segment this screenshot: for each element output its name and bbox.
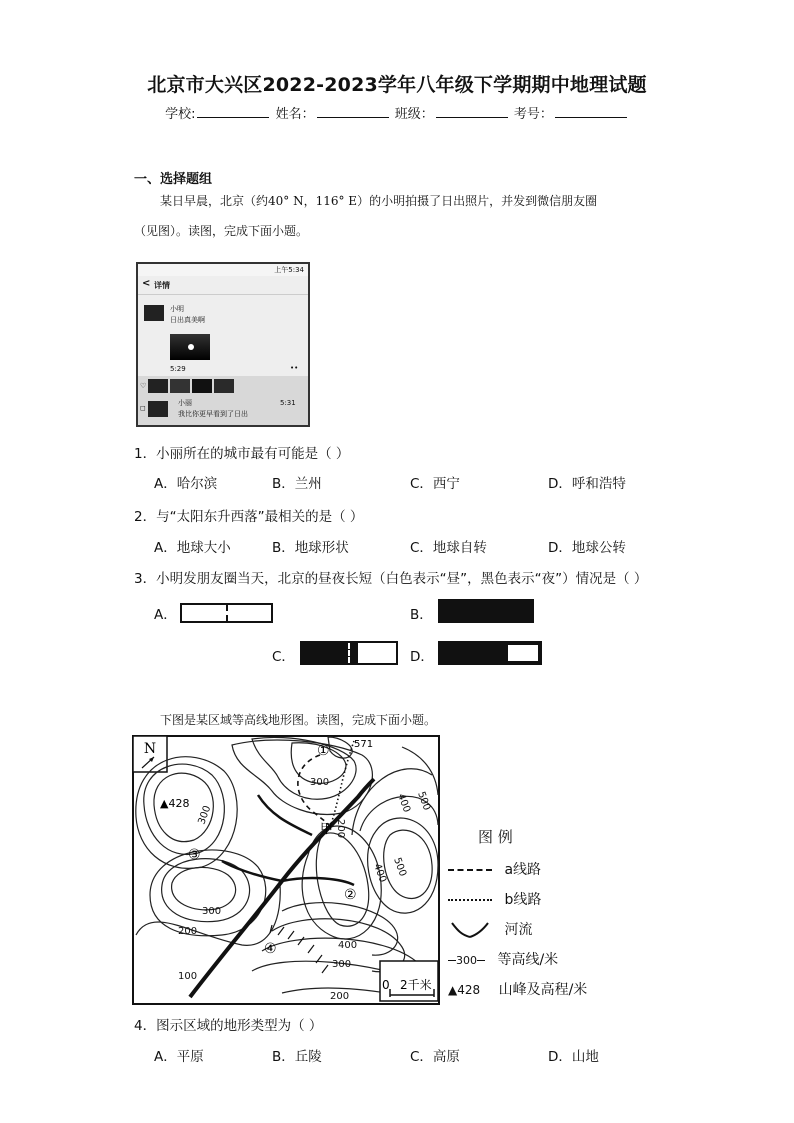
- contour-map: [132, 735, 440, 1005]
- location-1: ①: [317, 743, 330, 759]
- daylight-bar-a: [180, 603, 273, 623]
- contour-label: 200: [330, 991, 350, 1002]
- map-intro: 下图是某区域等高线地形图。读图，完成下面小题。: [160, 713, 437, 727]
- status-time: 上午5:34: [274, 266, 304, 274]
- contour-label: 400: [395, 792, 413, 814]
- left-peak-label: ▲428: [160, 797, 190, 810]
- post-name: 小明: [170, 305, 184, 313]
- daylight-bar-d: [438, 641, 542, 665]
- contour-label: 500: [391, 856, 409, 878]
- q3-option-d[interactable]: D．: [410, 649, 434, 665]
- peak-icon: ▲428: [448, 983, 481, 997]
- q4-option-d[interactable]: D．山地: [548, 1049, 599, 1065]
- contour-label: 300: [332, 959, 352, 970]
- legend-contour: 300 等高线/米: [448, 949, 558, 969]
- contour-label: 300: [310, 777, 330, 788]
- exam-no-blank[interactable]: [555, 105, 627, 118]
- legend-peak: ▲428 山峰及高程/米: [448, 982, 588, 998]
- name-label: 姓名：: [275, 107, 315, 122]
- contour-label: 400: [371, 862, 389, 884]
- intro-line-1: 某日早晨，北京（约40° N，116° E）的小明拍摄了日出照片，并发到微信朋友圈: [160, 194, 598, 208]
- legend-river: 河流: [448, 919, 532, 939]
- like-icon: ♡: [140, 382, 147, 390]
- q2-option-b[interactable]: B．地球形状: [272, 540, 349, 556]
- sunrise-photo: [170, 334, 210, 360]
- avatar: [144, 305, 164, 321]
- contour-label: 500: [415, 790, 433, 812]
- q4-option-c[interactable]: C．高原: [410, 1049, 460, 1065]
- intro-line-2: （见图）。读图，完成下面小题。: [134, 224, 309, 238]
- location-jia: 甲: [320, 822, 334, 837]
- more-dots-icon: ••: [290, 364, 299, 372]
- scale-zero: 0: [382, 978, 390, 992]
- q2-option-c[interactable]: C．地球自转: [410, 540, 487, 556]
- student-info-line: [0, 103, 794, 122]
- contour-label: 200: [178, 926, 198, 937]
- name-blank[interactable]: [317, 105, 389, 118]
- page-title: 北京市大兴区2022-2023学年八年级下学期期中地理试题: [147, 74, 647, 96]
- q3-option-c[interactable]: C．: [272, 649, 295, 665]
- phone-header-title: 详情: [154, 281, 170, 290]
- q2-option-a[interactable]: A．地球大小: [154, 540, 231, 556]
- legend-b-route: b线路: [448, 889, 541, 909]
- legend-a-route: a线路: [448, 859, 541, 879]
- contour-label: 300: [196, 804, 214, 827]
- class-blank[interactable]: [436, 105, 508, 118]
- daylight-bar-c: [300, 641, 398, 665]
- q1-option-d[interactable]: D．呼和浩特: [548, 476, 626, 492]
- q2-option-d[interactable]: D．地球公转: [548, 540, 626, 556]
- q3-option-b[interactable]: B．: [410, 607, 433, 623]
- river-icon: [448, 921, 492, 939]
- q4-option-a[interactable]: A．平原: [154, 1049, 204, 1065]
- post-text: 日出真美啊: [170, 316, 205, 324]
- comment-name: 小丽: [178, 399, 192, 407]
- school-label: 学校:: [165, 107, 196, 122]
- location-3: ③: [188, 847, 201, 863]
- comment-time: 5:31: [280, 399, 296, 407]
- wechat-screenshot: [136, 262, 310, 427]
- school-blank[interactable]: [197, 105, 269, 118]
- question-3: 3．小明发朋友圈当天，北京的昼夜长短（白色表示“昼”，黑色表示“夜”）情况是（ ）: [134, 571, 648, 587]
- section-heading: 一、选择题组: [134, 172, 213, 187]
- location-4: ④: [264, 941, 277, 957]
- daylight-bar-b: [438, 599, 534, 623]
- label-571: 571: [354, 739, 374, 750]
- scale-text: 2千米: [400, 978, 432, 992]
- question-1: 1．小丽所在的城市最有可能是（ ）: [134, 446, 350, 462]
- q1-option-c[interactable]: C．西宁: [410, 476, 460, 492]
- dotted-line-icon: [448, 899, 492, 901]
- legend-title: 图 例: [478, 828, 513, 846]
- class-label: 班级：: [394, 107, 434, 122]
- contour-label: 400: [338, 940, 358, 951]
- comment-icon: ◻: [140, 404, 146, 412]
- q1-option-a[interactable]: A．哈尔滨: [154, 476, 218, 492]
- dashed-line-icon: [448, 869, 492, 871]
- contour-label: 300: [202, 906, 222, 917]
- back-icon: <: [142, 278, 151, 289]
- question-4: 4．图示区域的地形类型为（ ）: [134, 1018, 323, 1034]
- north-label: N: [143, 741, 157, 757]
- q4-option-b[interactable]: B．丘陵: [272, 1049, 322, 1065]
- comment-text: 我比你更早看到了日出: [178, 410, 248, 418]
- location-2: ②: [344, 887, 357, 903]
- q3-option-a[interactable]: A．: [154, 607, 177, 623]
- exam-no-label: 考号：: [513, 107, 553, 122]
- q1-option-b[interactable]: B．兰州: [272, 476, 322, 492]
- post-time: 5:29: [170, 365, 186, 373]
- contour-label: 100: [178, 971, 198, 982]
- contour-label: 200: [335, 819, 346, 839]
- question-2: 2．与“太阳东升西落”最相关的是（ ）: [134, 509, 364, 525]
